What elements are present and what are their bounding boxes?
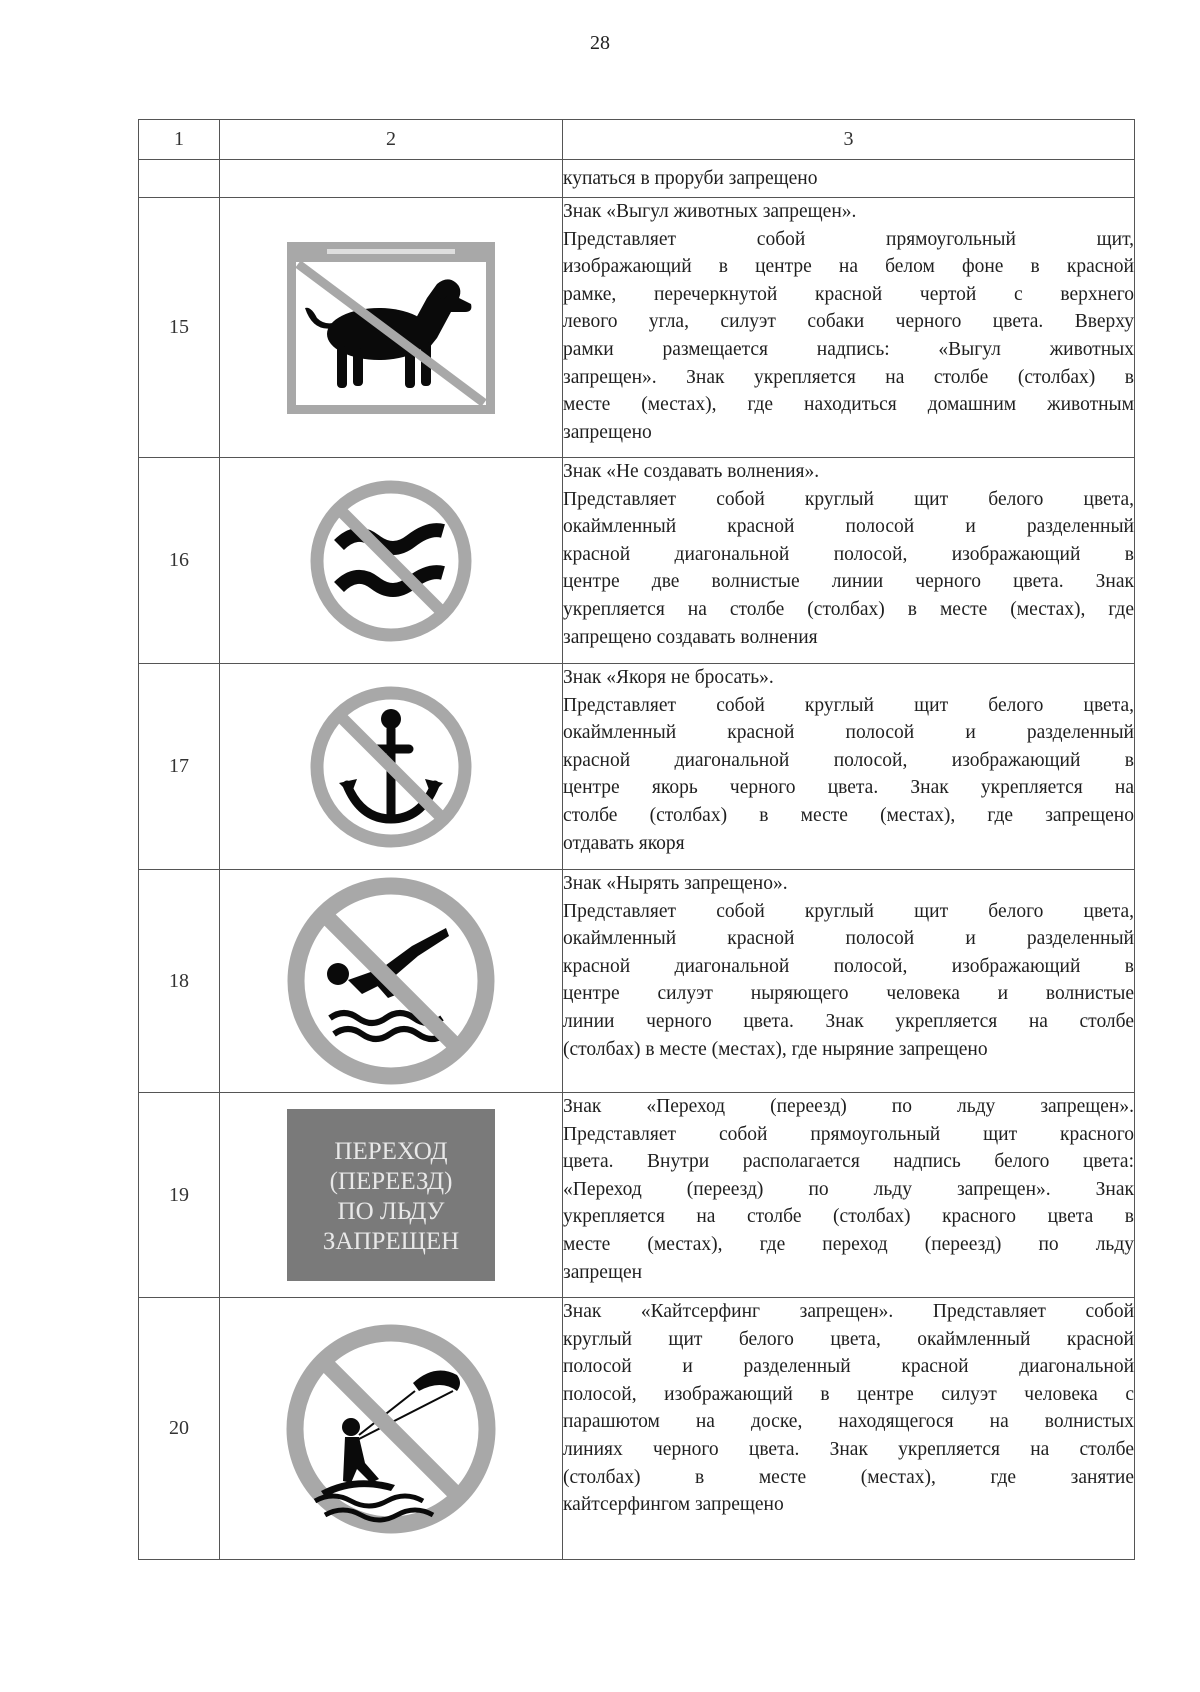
table-row xyxy=(139,1298,1135,1560)
description-line: красной диагональной полосой, изображающий в xyxy=(563,749,1134,771)
description-line: линии черного цвета. Знак укрепляется на столбе xyxy=(563,1010,1134,1032)
description-line: рамке, перечеркнутой красной чертой с верхнего xyxy=(563,283,1134,305)
description-line: запрещено создавать волнения xyxy=(563,626,818,648)
description-line: Знак «Кайтсерфинг запрещен». Представляет собой xyxy=(563,1301,1134,1322)
table-row xyxy=(139,870,1135,1093)
description-line: центре якорь черного цвета. Знак укрепляется на xyxy=(563,777,1134,799)
table-header-row xyxy=(139,120,1135,160)
description-line: левого угла, силуэт собаки черного цвета. Вверху xyxy=(563,311,1134,333)
description-line: Знак «Якоря не бросать». xyxy=(563,667,774,688)
table-row xyxy=(139,664,1135,870)
description-line: укрепляется на столбе (столбах) в месте (местах), где xyxy=(563,598,1134,620)
row-number: 16 xyxy=(139,458,220,664)
description-line: столбе (столбах) в месте (местах), где запрещено xyxy=(563,804,1134,826)
description-line: укрепляется на столбе (столбах) красного цвета в xyxy=(563,1206,1134,1228)
column-header-2: 2 xyxy=(220,120,563,160)
description-line: отдавать якоря xyxy=(563,832,685,854)
description-cell xyxy=(563,198,1135,458)
description-line: линиях черного цвета. Знак укрепляется на столбе xyxy=(563,1438,1134,1460)
table-row xyxy=(139,198,1135,458)
row-number: 20 xyxy=(139,1298,220,1560)
page-number: 28 xyxy=(590,32,610,54)
sign-text-line: ЗАПРЕЩЕН xyxy=(322,1228,460,1255)
row-number: 18 xyxy=(139,870,220,1093)
description-line: Представляет собой прямоугольный щит, xyxy=(563,228,1134,250)
description-cell xyxy=(563,1093,1135,1298)
description-cell xyxy=(563,870,1135,1093)
row-number: 19 xyxy=(139,1093,220,1298)
description-cell xyxy=(563,458,1135,664)
description-line: Представляет собой круглый щит белого цвета, xyxy=(563,488,1134,510)
no-dog-walking-sign-icon xyxy=(287,242,495,414)
description-line: Знак «Выгул животных запрещен». xyxy=(563,201,857,222)
description-line: запрещен». Знак укрепляется на столбе (столбах) в xyxy=(563,366,1134,388)
description-line: круглый щит белого цвета, окаймленный красной xyxy=(563,1328,1134,1350)
no-kitesurfing-sign-icon xyxy=(285,1323,497,1535)
table-row xyxy=(139,1093,1135,1298)
description-line: Представляет собой круглый щит белого цвета, xyxy=(563,900,1134,922)
sign-text-line: ПЕРЕХОД xyxy=(334,1138,448,1165)
description-line: Представляет собой прямоугольный щит красного xyxy=(563,1123,1134,1145)
description-line: «Переход (переезд) по льду запрещен». Знак xyxy=(563,1178,1134,1200)
description-line: парашютом на доске, находящегося на волнистых xyxy=(563,1411,1134,1433)
table-row xyxy=(139,458,1135,664)
description-line: (столбах) в месте (местах), где занятие xyxy=(563,1466,1134,1488)
description-line: Представляет собой круглый щит белого цвета, xyxy=(563,694,1134,716)
row-number: 15 xyxy=(139,198,220,458)
no-ice-crossing-sign-icon xyxy=(287,1109,495,1281)
description-cell xyxy=(563,1298,1135,1560)
description-line: окаймленный красной полосой и разделенный xyxy=(563,928,1134,950)
sign-text-line: (ПЕРЕЕЗД) xyxy=(329,1168,453,1195)
description-line: Знак «Нырять запрещено». xyxy=(563,873,788,894)
description-line: Знак «Переход (переезд) по льду запрещен». xyxy=(563,1096,1134,1117)
description-line: красной диагональной полосой, изображающий в xyxy=(563,955,1134,977)
description-line: рамки размещается надпись: «Выгул животных xyxy=(563,338,1134,360)
description-cell xyxy=(563,664,1135,870)
no-diving-sign-icon xyxy=(286,876,496,1086)
description-line: месте (местах), где переход (переезд) по льду xyxy=(563,1233,1134,1255)
signs-table xyxy=(138,119,1135,1560)
sign-text-line: ПО ЛЬДУ xyxy=(337,1198,445,1225)
description-line: центре силуэт ныряющего человека и волнистые xyxy=(563,983,1134,1005)
continuation-row xyxy=(139,160,1135,198)
continuation-text: купаться в проруби запрещено xyxy=(563,160,1135,198)
description-line: запрещено xyxy=(563,421,652,443)
description-line: окаймленный красной полосой и разделенный xyxy=(563,516,1134,538)
description-line: запрещен xyxy=(563,1261,643,1283)
description-line: центре две волнистые линии черного цвета. Знак xyxy=(563,571,1134,593)
description-line: цвета. Внутри располагается надпись белого цвета: xyxy=(563,1151,1134,1173)
description-line: изображающий в центре на белом фоне в красной xyxy=(563,256,1134,278)
description-line: Знак «Не создавать волнения». xyxy=(563,461,820,482)
no-anchoring-sign-icon xyxy=(309,685,473,849)
description-line: красной диагональной полосой, изображающий в xyxy=(563,543,1134,565)
column-header-3: 3 xyxy=(563,120,1135,160)
description-line: полосой и разделенный красной диагональной xyxy=(563,1356,1134,1378)
description-line: месте (местах), где находиться домашним животным xyxy=(563,394,1134,416)
description-line: (столбах) в месте (местах), где ныряние запрещено xyxy=(563,1038,988,1060)
no-waves-sign-icon xyxy=(309,479,473,643)
column-header-1: 1 xyxy=(139,120,220,160)
row-number: 17 xyxy=(139,664,220,870)
description-line: окаймленный красной полосой и разделенный xyxy=(563,722,1134,744)
description-line: кайтсерфингом запрещено xyxy=(563,1494,784,1516)
description-line: полосой, изображающий в центре силуэт человека с xyxy=(563,1383,1134,1405)
